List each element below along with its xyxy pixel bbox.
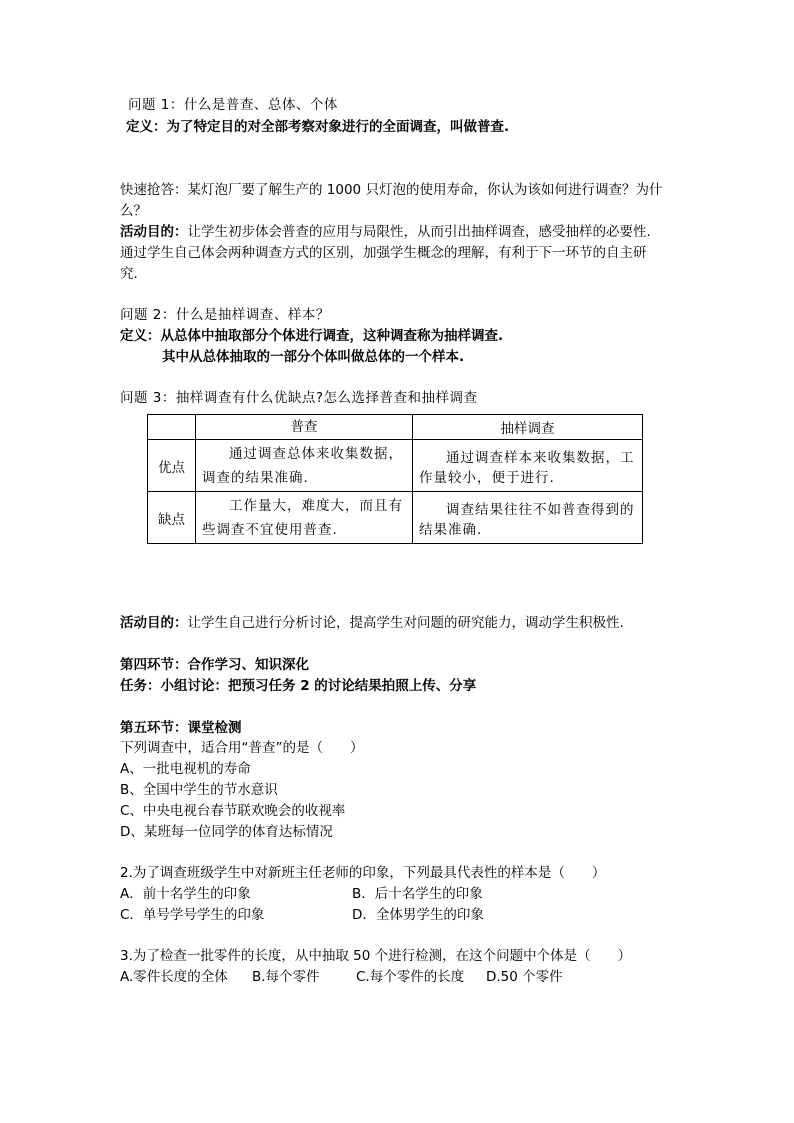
activity-purpose-label: 活动目的： xyxy=(120,615,188,631)
activity-purpose-1-line-1 xyxy=(120,222,651,242)
table-row xyxy=(148,440,643,492)
question-2-title: 问题 2：什么是抽样调查、样本？ xyxy=(120,307,330,323)
activity-purpose-text: 让学生自己进行分析讨论，提高学生对问题的研究能力，调动学生积极性. xyxy=(187,615,624,631)
quiz-2-option-a: A．前十名学生的印象 xyxy=(120,886,251,902)
quiz-2-option-b: B．后十名学生的印象 xyxy=(352,886,483,902)
table-row xyxy=(148,492,643,544)
quiz-question-1: 下列调查中，适合用“普查”的是（ ） xyxy=(120,740,364,756)
section-4-task: 任务：小组讨论：把预习任务 2 的讨论结果拍照上传、分享 xyxy=(120,678,477,694)
row-label-advantages: 优点 xyxy=(148,440,196,492)
quiz-question-3: 3.为了检查一批零件的长度，从中抽取 50 个进行检测，在这个问题中个体是（ ） xyxy=(120,948,632,964)
quiz-1-option-c: C、中央电视台春节联欢晚会的收视率 xyxy=(120,803,346,819)
table-header-row xyxy=(148,415,643,440)
table-header-census: 普查 xyxy=(196,415,413,440)
census-definition: 定义：为了特定目的对全部考察对象进行的全面调查，叫做普查. xyxy=(126,119,510,135)
question-1-title: 问题 1：什么是普查、总体、个体 xyxy=(128,97,338,113)
census-advantages: 通过调查总体来收集数据，调查的结果准确. xyxy=(202,445,403,486)
quiz-3-option-c: C.每个零件的长度 xyxy=(356,969,465,985)
comparison-table xyxy=(147,414,643,544)
quiz-3-option-b: B.每个零件 xyxy=(252,969,320,985)
activity-purpose-1-line-3: 究. xyxy=(120,266,138,282)
quiz-3-option-a: A.零件长度的全体 xyxy=(120,969,228,985)
sampling-advantages: 通过调查样本来收集数据，工作量较小，便于进行. xyxy=(419,449,635,486)
activity-purpose-text: 让学生初步体会普查的应用与局限性，从而引出抽样调查，感受抽样的必要性. xyxy=(187,224,651,240)
quiz-2-option-d: D．全体男学生的印象 xyxy=(352,907,484,923)
quiz-1-option-d: D、某班每一位同学的体育达标情况 xyxy=(120,824,333,840)
sampling-definition-line-2: 其中从总体抽取的一部分个体叫做总体的一个样本. xyxy=(162,349,465,365)
table-header-empty xyxy=(148,415,196,440)
quick-answer-line-2: 么？ xyxy=(120,203,147,219)
quiz-3-option-d: D.50 个零件 xyxy=(486,969,563,985)
census-disadvantages: 工作量大，难度大，而且有些调查不宜使用普查. xyxy=(202,497,403,538)
sampling-definition-line-1: 定义：从总体中抽取部分个体进行调查，这种调查称为抽样调查. xyxy=(120,328,504,344)
activity-purpose-1-line-2: 通过学生自己体会两种调查方式的区别，加强学生概念的理解，有利于下一环节的自主研 xyxy=(120,245,647,261)
activity-purpose-label: 活动目的： xyxy=(120,224,188,240)
sampling-disadvantages: 调查结果往往不如普查得到的结果准确. xyxy=(419,501,635,538)
section-4-title: 第四环节：合作学习、知识深化 xyxy=(120,657,309,673)
quick-answer-line-1: 快速抢答：某灯泡厂要了解生产的 1000 只灯泡的使用寿命，你认为该如何进行调查？为什 xyxy=(120,182,663,198)
section-5-title: 第五环节：课堂检测 xyxy=(120,720,242,736)
table-header-sampling: 抽样调查 xyxy=(413,415,643,440)
quiz-1-option-a: A、一批电视机的寿命 xyxy=(120,761,251,777)
quiz-question-2: 2.为了调查班级学生中对新班主任老师的印象，下列最具代表性的样本是（ ） xyxy=(120,865,606,881)
quiz-2-option-c: C．单号学号学生的印象 xyxy=(120,907,265,923)
activity-purpose-2 xyxy=(120,613,624,633)
quiz-1-option-b: B、全国中学生的节水意识 xyxy=(120,782,278,798)
question-3-title: 问题 3：抽样调查有什么优缺点?怎么选择普查和抽样调查 xyxy=(120,390,478,406)
row-label-disadvantages: 缺点 xyxy=(148,492,196,544)
